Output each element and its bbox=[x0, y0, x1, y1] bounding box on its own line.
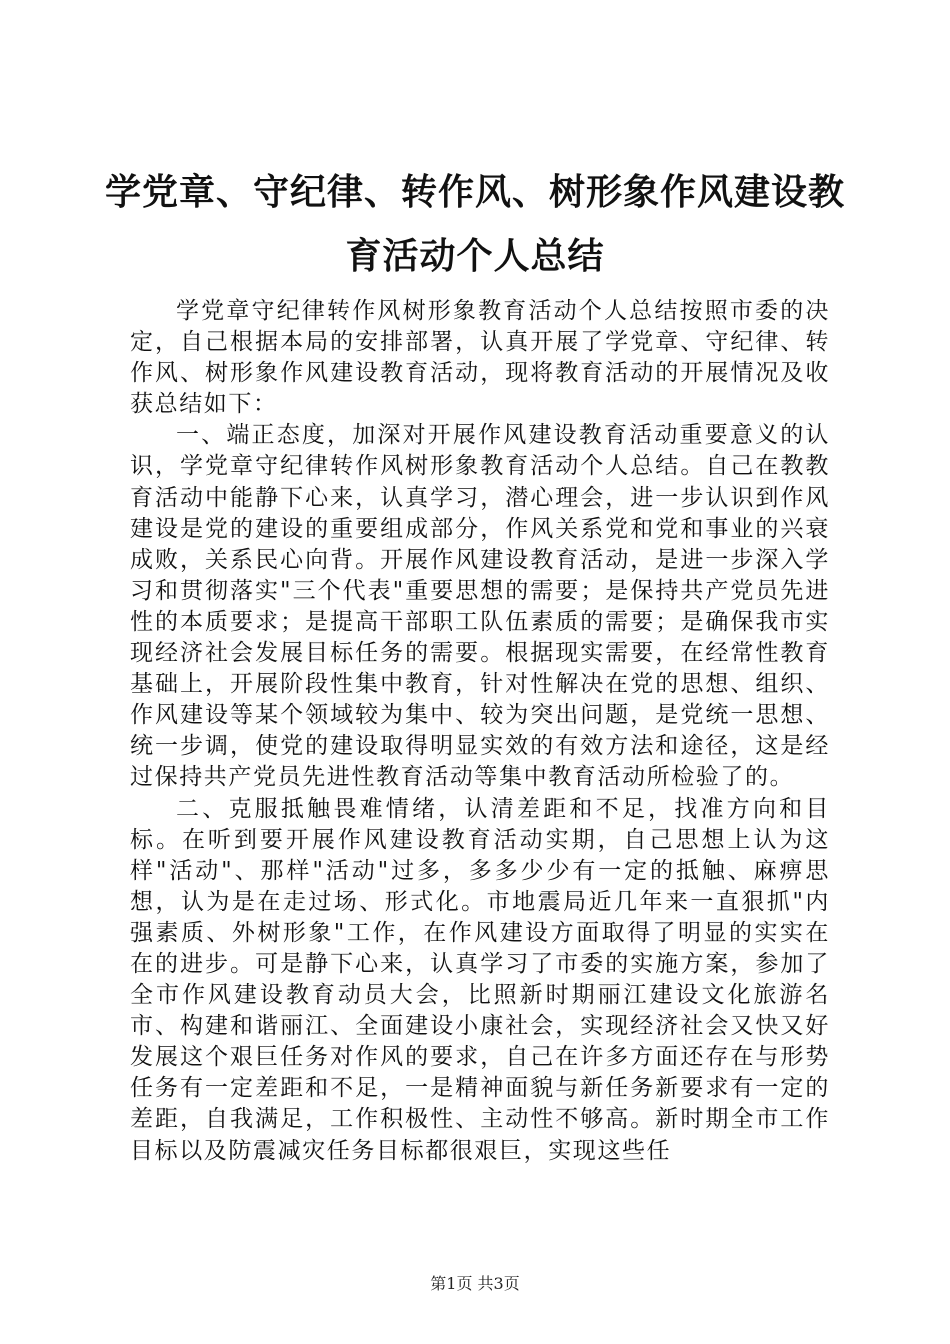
paragraph-section-2: 二、克服抵触畏难情绪，认清差距和不足，找准方向和目标。在听到要开展作风建设教育活动实期，自己思想上认为这样"活动"、那样"活动"过多，多多少少有一定的抵触、麻痹思想，认为是在走过场、形式化。市地震局近几年来一直狠抓"内强素质、外树形象"工作，在作风建设方面取得了明显的实实在在的进步。可是静下心来，认真学习了市委的实施方案，参加了全市作风建设教育动员大会，比照新时期丽江建设文化旅游名市、构建和谐丽江、全面建设小康社会，实现经济社会又快又好发展这个艰巨任务对作风的要求，自己在许多方面还存在与形势任务有一定差距和不足，一是精神面貌与新任务新要求有一定的差距，自我满足，工作积极性、主动性不够高。新时期全市工作目标以及防震减灾任务目标都很艰巨，实现这些任 bbox=[130, 795, 830, 1164]
document-body bbox=[130, 296, 830, 1167]
paragraph-section-1: 一、端正态度，加深对开展作风建设教育活动重要意义的认识，学党章守纪律转作风树形象教育活动个人总结。自己在教教育活动中能静下心来，认真学习，潜心理会，进一步认识到作风建设是党的建设的重要组成部分，作风关系党和党和事业的兴衰成败，关系民心向背。开展作风建设教育活动，是进一步深入学习和贯彻落实"三个代表"重要思想的需要；是保持共产党员先进性的本质要求；是提高干部职工队伍素质的需要；是确保我市实现经济社会发展目标任务的需要。根据现实需要，在经常性教育基础上，开展阶段性集中教育，针对性解决在党的思想、组织、作风建设等某个领域较为集中、较为突出问题，是党统一思想、统一步调，使党的建设取得明显实效的有效方法和途径，这是经过保持共产党员先进性教育活动等集中教育活动所检验了的。 bbox=[130, 422, 830, 791]
document-title: 学党章、守纪律、转作风、树形象作风建设教育活动个人总结 bbox=[104, 171, 845, 277]
page-number-footer: 第1页 共3页 bbox=[430, 1274, 520, 1293]
paragraph-intro: 学党章守纪律转作风树形象教育活动个人总结按照市委的决定，自己根据本局的安排部署，认真开展了学党章、守纪律、转作风、树形象作风建设教育活动，现将教育活动的开展情况及收获总结如下： bbox=[130, 298, 830, 418]
